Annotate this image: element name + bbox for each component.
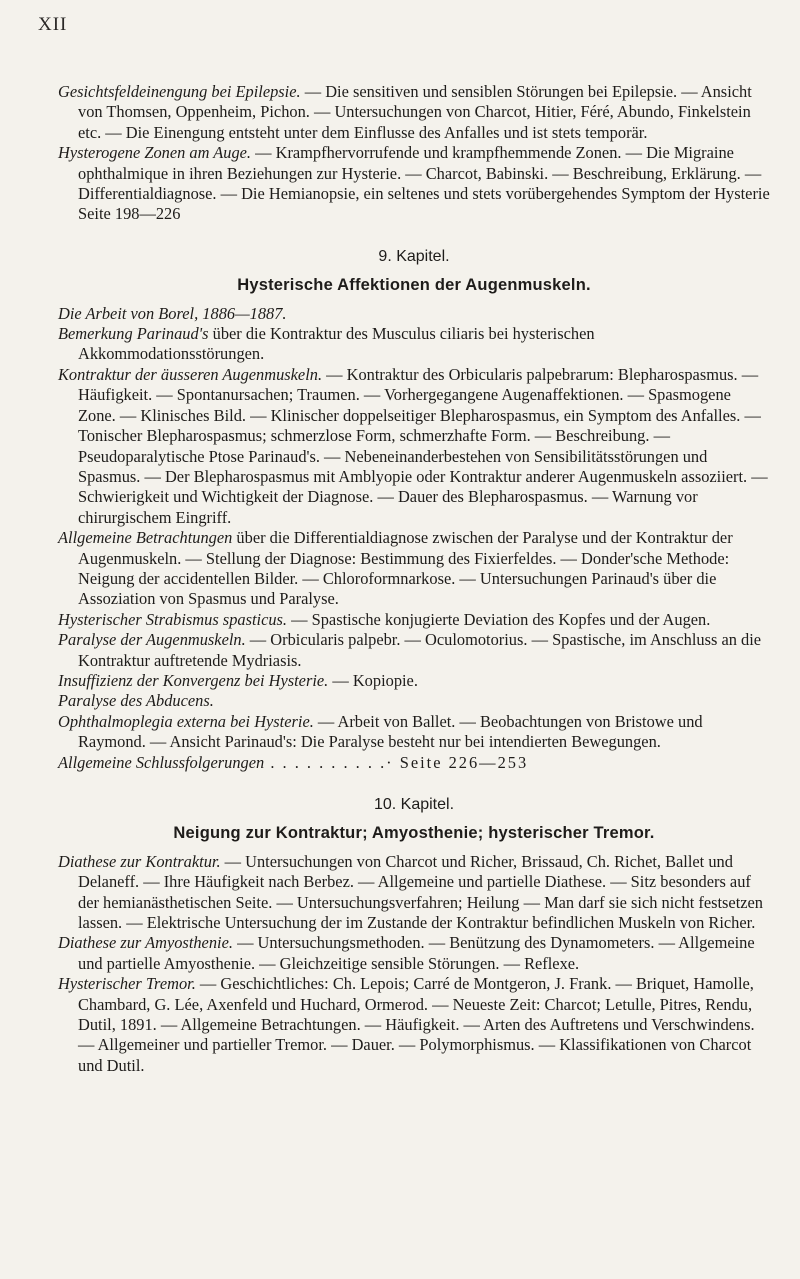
entry-text: — Untersuchungsmethoden. — Benützung des Dynamometers. — Allgemeine und partielle Amyosthenie. — Gleichzeitige sensible Störungen. — Reflexe. <box>78 933 755 973</box>
entry-title: Insuffizienz der Konvergenz bei Hysterie. <box>58 670 329 690</box>
entry-text: — Spastische konjugierte Deviation des Kopfes und der Augen. <box>287 609 711 629</box>
entry-title: Hysterogene Zonen am Auge. <box>58 143 252 163</box>
toc-entry <box>58 974 770 1076</box>
toc-entry <box>58 304 770 324</box>
entry-text: — Geschichtliches: Ch. Lepois; Carré de Montgeron, J. Frank. — Briquet, Hamolle, Chambard, G. Lée, Axenfeld und Huchard, Ormerod. — Neueste Zeit: Charcot; Letulle, Pitres, Rendu, Dutil, 1891. — Allgemeine Betrachtungen. — Häufigkeit. — Arten des Auftretens und Verschwindens. — Allgemeiner und partieller Tremor. — Dauer. — Polymorphismus. — Klassifikationen von Charcot und Dutil. <box>78 974 755 1075</box>
entry-text: — Untersuchungen von Charcot und Richer, Brissaud, Ch. Richet, Ballet und Delaneff. — Ihre Häufigkeit nach Berbez. — Allgemeine und partielle Diathese. — Sitz besonders auf der hemianästhetischen Seite. — Untersuchungsverfahren; Heilung — Man darf sie sich nicht festsetzen lassen. — Elektrische Untersuchung der im Zustande der Kontraktur befindlichen Muskeln von Richer. <box>78 851 764 933</box>
entry-title: Kontraktur der äusseren Augenmuskeln. <box>58 364 323 384</box>
entry-text: über die Differentialdiagnose zwischen der Paralyse und der Kontraktur der Augenmuskeln. — Stellung der Diagnose: Bestimmung des Fixierfeldes. — Donder'sche Methode: Neigung der accidentellen Bilder. — Chloroformnarkose. — Untersuchungen Parinaud's über die Assoziation von Spasmus und Paralyse. <box>78 528 733 609</box>
entry-text: — Arbeit von Ballet. — Beobachtungen von Bristowe und Raymond. — Ansicht Parinaud's: Die Paralyse besteht nur bei intendierten Bewegungen. <box>78 711 703 752</box>
toc-entry <box>58 671 770 691</box>
chapter-title: Neigung zur Kontraktur; Amyosthenie; hysterischer Tremor. <box>173 824 655 843</box>
toc-entry <box>58 82 770 143</box>
toc-entry <box>58 712 770 753</box>
entry-title: Allgemeine Schlussfolgerungen <box>58 752 265 772</box>
chapter-10 <box>58 795 770 1076</box>
toc-entry <box>58 143 770 225</box>
entry-title: Bemerkung Parinaud's <box>58 324 209 344</box>
table-of-contents <box>58 82 770 1076</box>
entry-text: — Orbicularis palpebr. — Oculomotorius. — Spastische, im Anschluss an die Kontraktur auftretende Mydriasis. <box>78 630 762 670</box>
toc-entry <box>58 365 770 528</box>
toc-entry <box>58 528 770 610</box>
entry-title: Paralyse des Abducens. <box>58 691 214 711</box>
entry-title: Diathese zur Kontraktur. <box>58 851 221 871</box>
entry-text: — Krampfhervorrufende und krampfhemmende Zonen. — Die Migraine ophthalmique in ihren Beziehungen zur Hysterie. — Charcot, Babinski. — Beschreibung, Erklärung. — Differentialdiagnose. — Die Hemianopsie, ein seltenes und stets vorübergehendes Symptom der Hysterie Seite 198—226 <box>78 143 770 224</box>
entry-title: Allgemeine Betrachtungen <box>58 528 233 548</box>
entry-title: Paralyse der Augenmuskeln. <box>58 630 246 650</box>
entry-title: Ophthalmoplegia externa bei Hysterie. <box>58 711 314 731</box>
chapter-9 <box>58 247 770 773</box>
toc-entry <box>58 691 770 711</box>
page-number: XII <box>38 14 68 35</box>
toc-entry <box>58 753 770 773</box>
toc-entry <box>58 852 770 934</box>
entry-title: Diathese zur Amyosthenie. <box>58 933 233 953</box>
entry-text: — Die sensitiven und sensiblen Störungen bei Epilepsie. — Ansicht von Thomsen, Oppenheim, Pichon. — Untersuchungen von Charcot, Hitier, Féré, Abundo, Finkelstein etc. — Die Einengung entsteht unter dem Einflusse des Anfalles und ist stets temporär. <box>78 82 752 142</box>
entry-title: Hysterischer Tremor. <box>58 974 196 994</box>
chapter-title: Hysterische Affektionen der Augenmuskeln. <box>237 276 591 295</box>
entry-title: Die Arbeit von Borel, 1886—1887. <box>58 303 287 323</box>
toc-entry <box>58 630 770 671</box>
toc-entry <box>58 933 770 974</box>
entry-title: Hysterischer Strabismus spasticus. <box>58 609 288 629</box>
chapter-number: 9. Kapitel. <box>378 247 450 265</box>
entry-title: Gesichtsfeldeinengung bei Epilepsie. <box>58 82 301 101</box>
toc-entry <box>58 610 770 630</box>
toc-entry <box>58 324 770 365</box>
top-entries <box>58 82 770 225</box>
entry-text: . . . . . . . . . .· Seite 226—253 <box>264 752 529 772</box>
entry-text: über die Kontraktur des Musculus ciliaris bei hysterischen Akkommodationsstörungen. <box>78 324 595 364</box>
entry-text: — Kopiopie. <box>328 670 418 690</box>
entry-text: — Kontraktur des Orbicularis palpebrarum: Blepharospasmus. — Häufigkeit. — Spontanursachen; Traumen. — Vorhergegangene Augenaffektionen. — Spasmogene Zone. — Klinisches Bild. — Klinischer doppelseitiger Blepharospasmus, ein Symptom des Anfalles. — Tonischer Blepharospasmus; schmerzlose Form, schmerzhafte Form. — Beschreibung. — Pseudoparalytische Ptose Parinaud's. — Nebeneinanderbestehen von Sensibilitätsstörungen und Spasmus. — Der Blepharospasmus mit Amblyopie oder Kontraktur anderer Augenmuskeln assoziiert. — Schwierigkeit und Wichtigkeit der Diagnose. — Dauer des Blepharospasmus. — Warnung vor chirurgischem Eingriff. <box>78 364 768 527</box>
chapter-number: 10. Kapitel. <box>373 796 455 813</box>
